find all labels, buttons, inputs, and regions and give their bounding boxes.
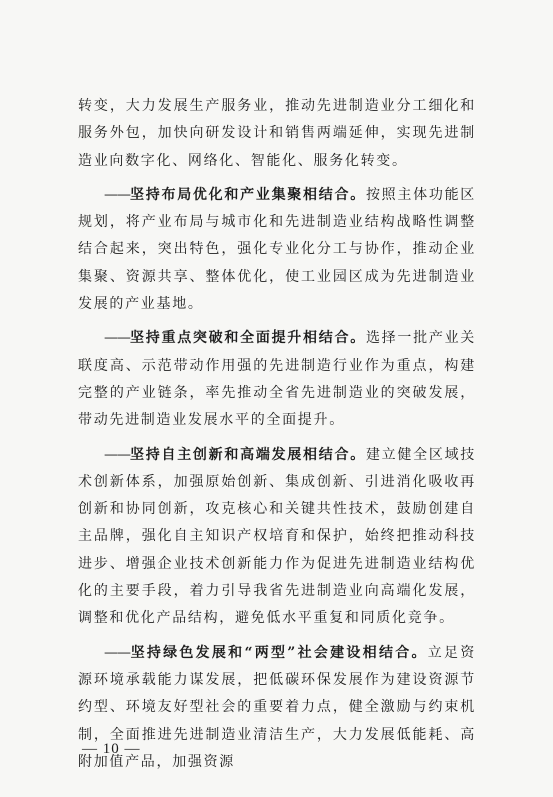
section-heading: 坚持重点突破和全面提升相结合。 — [130, 330, 366, 347]
intro-paragraph: 转变，大力发展生产服务业，推动先进制造业分工细化和服务外包，加快向研发设计和销售两端延伸，实现先进制造业向数字化、网络化、智能化、服务化转变。 — [78, 98, 476, 169]
section-dash: —— — [104, 186, 130, 203]
document-body — [78, 93, 476, 783]
section-body: 立足资源环境承载能力谋发展，把低碳环保发展作为建设资源节约型、环境友好型社会的重要着力点，健全激励与约束机制，全面推进先进制造业清洁生产，大力发展低能耗、高附加值产品，加强资源 — [78, 644, 477, 770]
section-body: 按照主体功能区规划，将产业布局与城市化和先进制造业结构战略性调整结合起来，突出特色，强化专业化分工与协作，推动企业集聚、资源共享、整体优化，使工业园区成为先进制造业发展的产业基地。 — [78, 186, 476, 313]
section-dash: —— — [104, 644, 130, 661]
section-paragraph-innovation — [78, 442, 476, 633]
section-heading: 坚持绿色发展和“两型”社会建设相结合。 — [130, 644, 428, 661]
section-paragraph-breakthrough — [78, 325, 476, 434]
section-body: 建立健全区域技术创新体系，加强原始创新、集成创新、引进消化吸收再创新和协同创新，攻克核心和关键共性技术，鼓励创建自主品牌，强化自主知识产权培育和保护，始终把推动科技进步、增强企业技术创新能力作为促进先进制造业结构优化的主要手段，着力引导我省先进制造业向高端化发展，调整和优化产品结构，避免低水平重复和同质化竞争。 — [78, 446, 476, 627]
section-heading: 坚持自主创新和高端发展相结合。 — [130, 446, 366, 463]
section-paragraph-layout — [78, 182, 476, 318]
section-dash: —— — [104, 330, 130, 347]
section-heading: 坚持布局优化和产业集聚相结合。 — [130, 186, 366, 203]
section-dash: —— — [104, 446, 130, 463]
page-number: — 10 — — [82, 741, 141, 757]
section-body: 选择一批产业关联度高、示范带动作用强的先进制造行业作为重点，构建完整的产业链条，率先推动全省先进制造业的突破发展，带动先进制造业发展水平的全面提升。 — [78, 330, 476, 429]
